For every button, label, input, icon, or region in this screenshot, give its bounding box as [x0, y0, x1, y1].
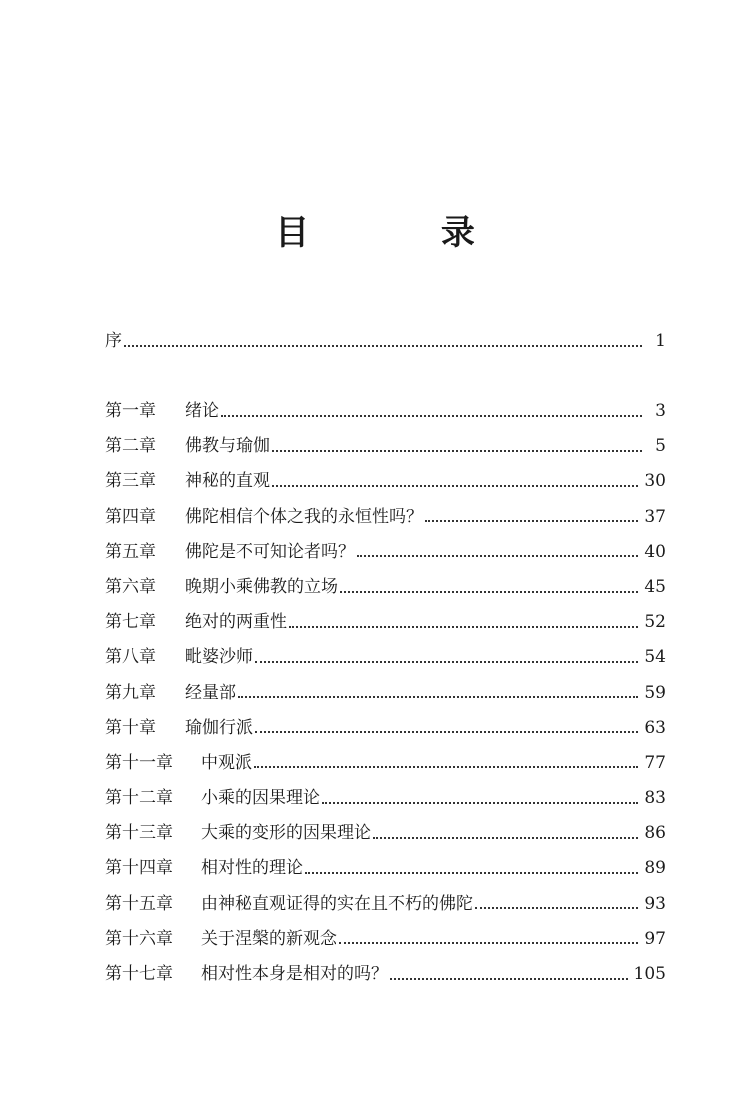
chapter-number: 第一章 [105, 401, 156, 421]
chapter-title: 绪论 [185, 401, 219, 421]
chapter-title: 佛陀是不可知论者吗？ [185, 541, 355, 562]
chapter-number: 第九章 [105, 682, 156, 703]
toc-entry-chapter-13[interactable] [105, 816, 666, 851]
dot-leader [425, 520, 638, 522]
chapter-page-number: 30 [644, 471, 666, 492]
chapter-number: 第七章 [105, 612, 156, 633]
dot-leader [254, 766, 638, 768]
dot-leader [272, 485, 638, 487]
chapter-title: 晚期小乘佛教的立场 [185, 576, 338, 597]
chapter-number: 第十三章 [105, 823, 173, 844]
toc-entry-chapter-6[interactable] [105, 570, 666, 605]
chapter-title: 神秘的直观 [185, 471, 270, 492]
dot-leader [340, 591, 638, 593]
chapter-page-number: 59 [644, 682, 666, 703]
toc-entry-chapter-11[interactable] [105, 746, 666, 781]
chapter-number: 第十二章 [105, 788, 173, 809]
chapter-page-number: 54 [644, 647, 666, 668]
toc-entry-chapter-16[interactable] [105, 922, 666, 957]
chapter-title: 佛陀相信个体之我的永恒性吗？ [185, 506, 423, 527]
dot-leader [475, 907, 638, 909]
toc-entry-preface[interactable] [105, 324, 666, 359]
toc-entry-chapter-1[interactable] [105, 394, 666, 429]
dot-leader [289, 626, 638, 628]
chapter-title: 中观派 [201, 752, 252, 773]
dot-leader [255, 661, 638, 663]
chapter-title: 相对性的理论 [201, 858, 303, 879]
chapter-page-number: 5 [655, 436, 666, 457]
toc-entry-chapter-17[interactable] [105, 957, 666, 992]
chapter-number: 第八章 [105, 647, 156, 668]
toc-entry-chapter-2[interactable] [105, 429, 666, 464]
chapter-title: 大乘的变形的因果理论 [201, 823, 371, 844]
chapter-number: 第十一章 [105, 752, 173, 773]
chapter-number: 第十六章 [105, 928, 173, 949]
toc-entry-chapter-5[interactable] [105, 535, 666, 570]
chapter-title: 关于涅槃的新观念 [201, 928, 337, 949]
chapter-number: 第三章 [105, 471, 156, 492]
chapter-page-number: 37 [644, 506, 666, 527]
dot-leader [305, 872, 638, 874]
preface-section [105, 324, 666, 359]
chapter-number: 第十七章 [105, 964, 173, 984]
toc-entry-chapter-8[interactable] [105, 640, 666, 675]
dot-leader [272, 450, 642, 452]
toc-entry-chapter-9[interactable] [105, 676, 666, 711]
chapter-page-number: 63 [644, 717, 666, 738]
chapter-title: 毗婆沙师 [185, 647, 253, 668]
toc-entry-chapter-10[interactable] [105, 711, 666, 746]
chapter-page-number: 77 [644, 752, 666, 773]
entry-title: 序 [105, 331, 122, 351]
chapter-title: 经量部 [185, 682, 236, 703]
dot-leader [322, 802, 638, 804]
toc-entry-chapter-4[interactable] [105, 500, 666, 535]
chapter-number: 第二章 [105, 436, 156, 457]
chapter-number: 第十章 [105, 717, 156, 738]
dot-leader [255, 731, 638, 733]
chapter-page-number: 83 [644, 788, 666, 809]
chapter-title: 佛教与瑜伽 [185, 436, 270, 457]
toc-entry-chapter-15[interactable] [105, 887, 666, 922]
chapter-page-number: 105 [633, 964, 666, 984]
dot-leader [373, 837, 638, 839]
chapter-number: 第五章 [105, 541, 156, 562]
chapter-page-number: 86 [644, 823, 666, 844]
toc-entry-chapter-7[interactable] [105, 605, 666, 640]
chapter-page-number: 93 [644, 893, 666, 914]
page-title: 目 录 [275, 213, 535, 253]
chapter-number: 第四章 [105, 506, 156, 527]
chapter-page-number: 97 [644, 928, 666, 949]
chapter-list [105, 394, 666, 992]
chapter-page-number: 52 [644, 612, 666, 633]
chapter-number: 第六章 [105, 576, 156, 597]
dot-leader [221, 415, 642, 417]
chapter-page-number: 40 [644, 541, 666, 562]
chapter-number: 第十五章 [105, 893, 173, 914]
dot-leader [238, 696, 638, 698]
toc-entry-chapter-3[interactable] [105, 464, 666, 499]
chapter-title: 绝对的两重性 [185, 612, 287, 633]
chapter-page-number: 45 [644, 576, 666, 597]
dot-leader [357, 555, 638, 557]
chapter-title: 小乘的因果理论 [201, 788, 320, 809]
toc-entry-chapter-14[interactable] [105, 851, 666, 886]
chapter-page-number: 3 [655, 401, 666, 421]
entry-page-number: 1 [655, 331, 666, 351]
dot-leader [339, 942, 638, 944]
chapter-page-number: 89 [644, 858, 666, 879]
chapter-title: 相对性本身是相对的吗？ [201, 964, 388, 984]
dot-leader [124, 345, 642, 347]
toc-entry-chapter-12[interactable] [105, 781, 666, 816]
dot-leader [390, 978, 628, 980]
chapter-number: 第十四章 [105, 858, 173, 879]
chapter-title: 瑜伽行派 [185, 717, 253, 738]
chapter-title: 由神秘直观证得的实在且不朽的佛陀 [201, 893, 473, 914]
